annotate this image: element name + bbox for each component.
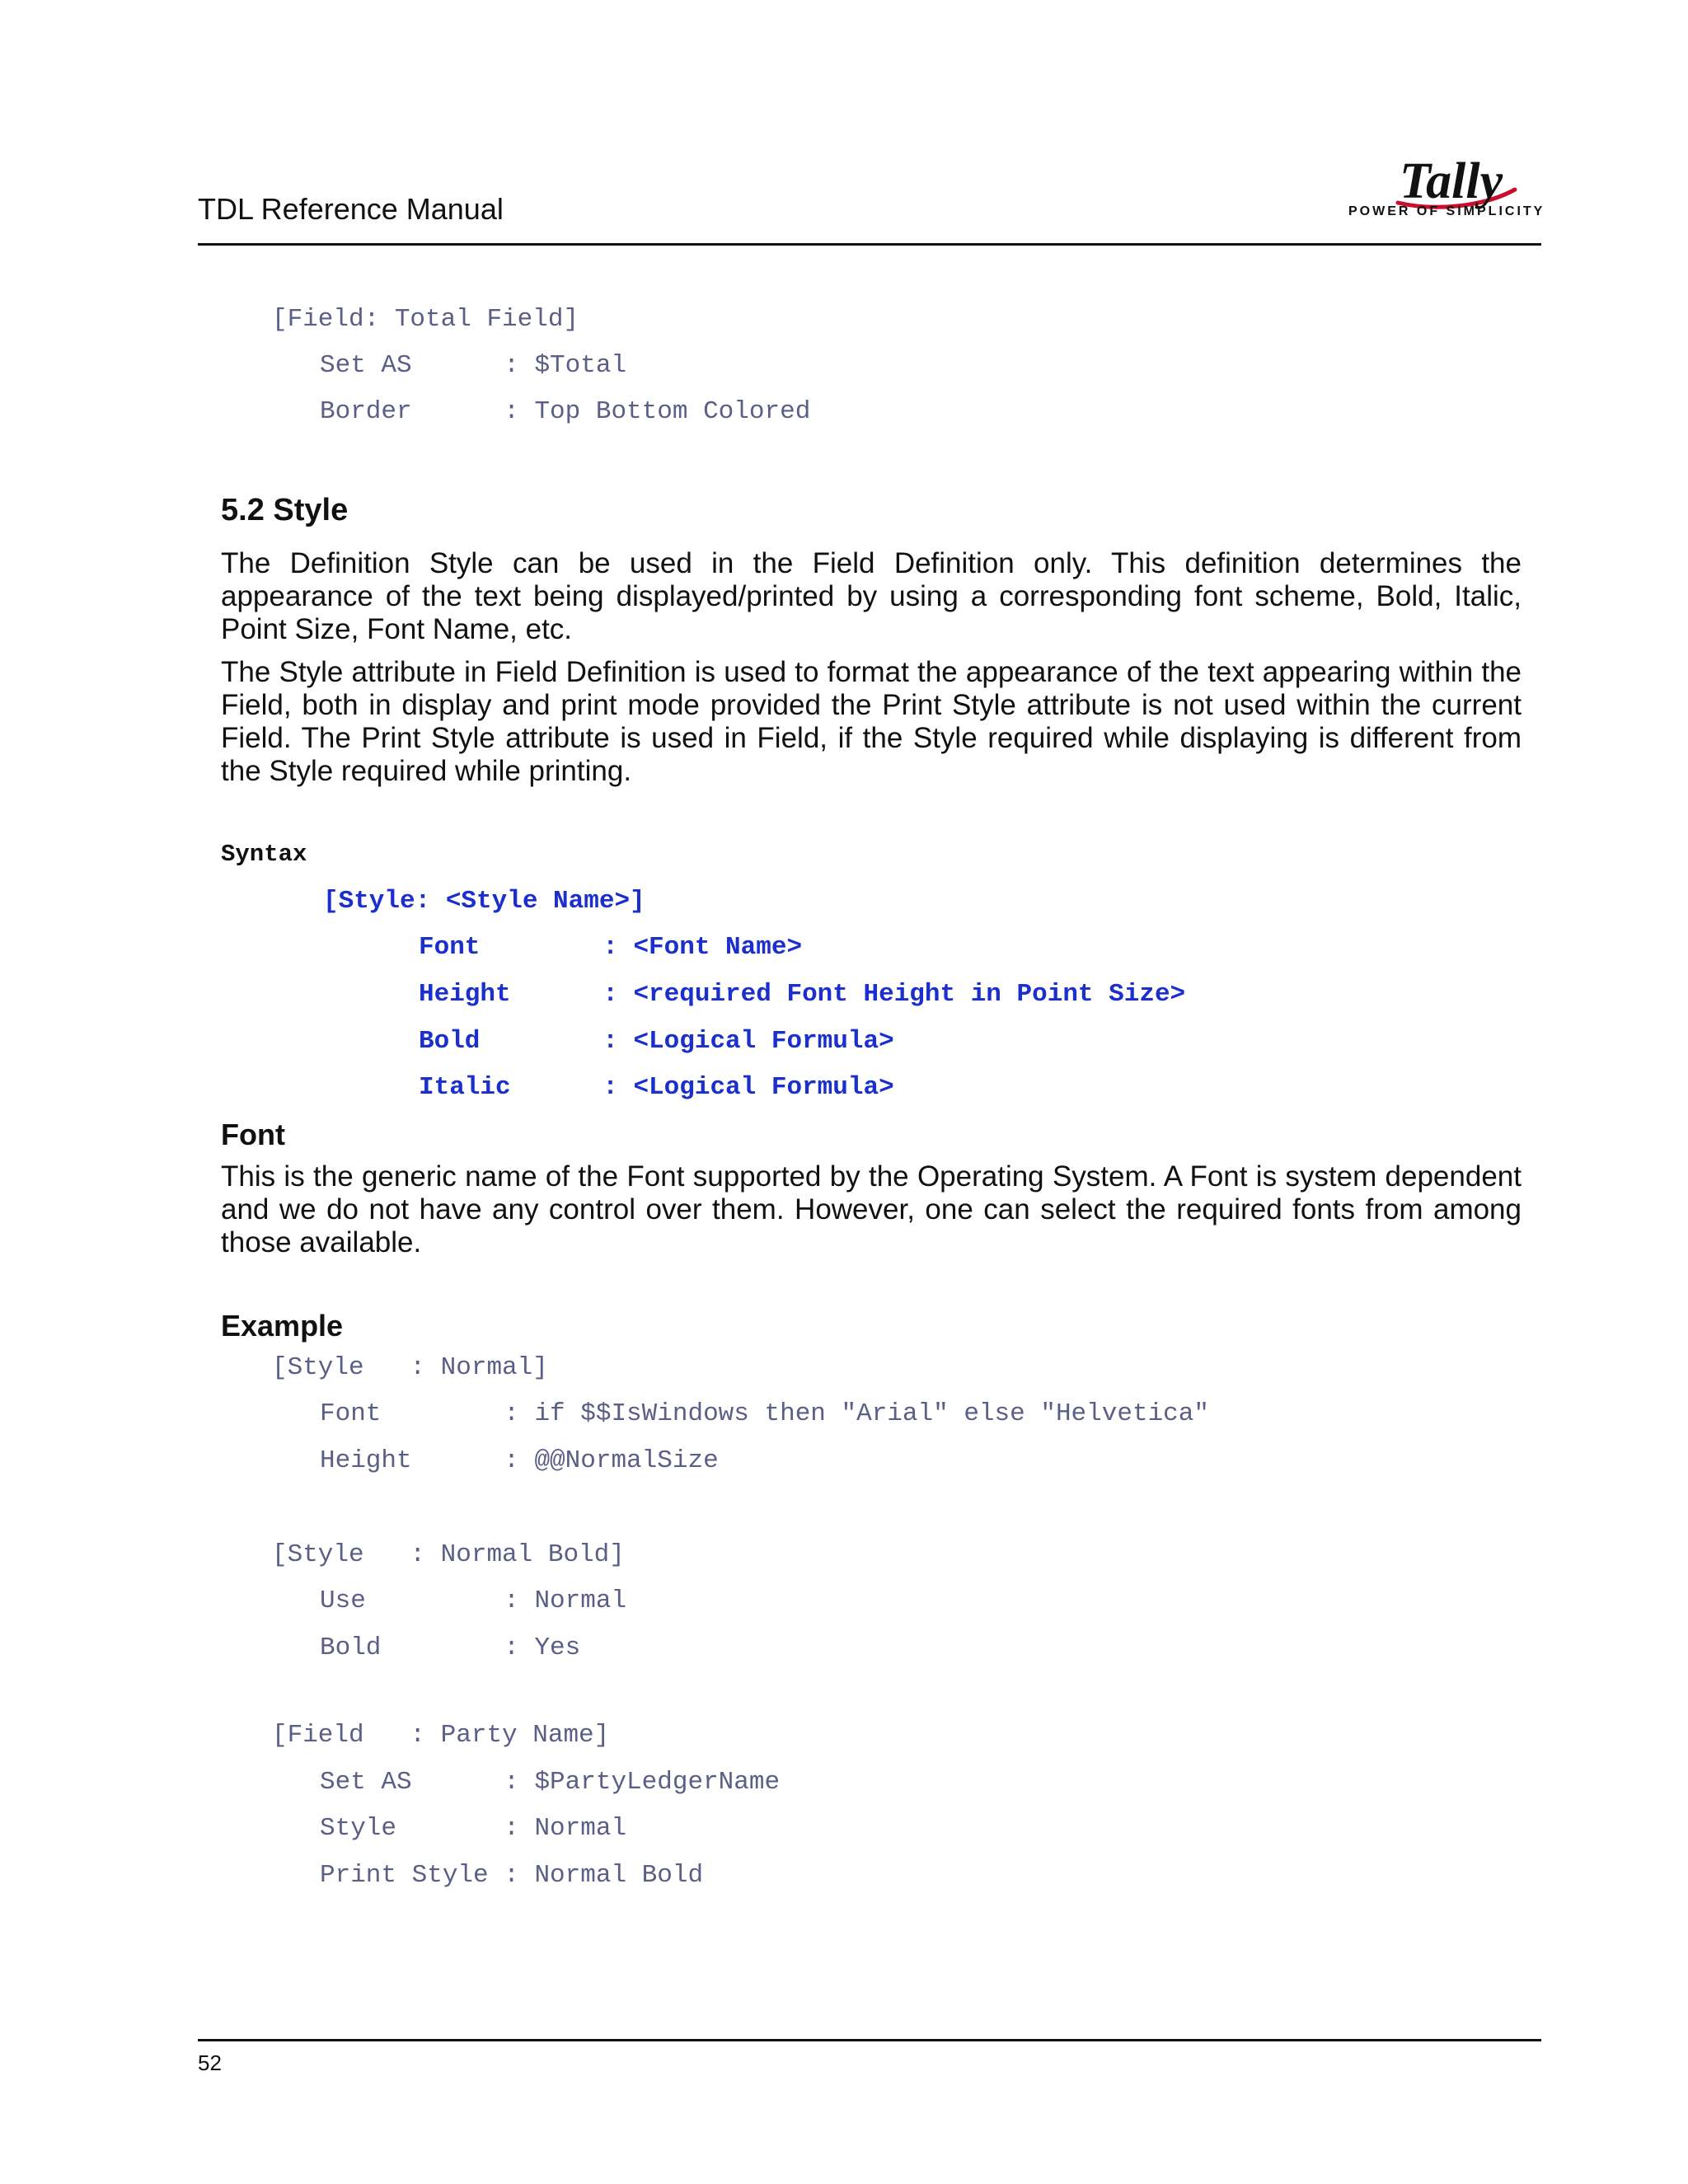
paragraph: The Style attribute in Field Definition is used to format the appearance of the text appearing within the Field, both in display and print mode provided the Print Style attribute is not used within the current Field. The Print Style attribute is used in Field, if the Style required while displaying is different from the Style required while printing. (221, 656, 1522, 787)
code-line: Font : if $$IsWindows then "Arial" else "Helvetica" (320, 1399, 1209, 1428)
header-title: TDL Reference Manual (198, 192, 504, 226)
code-line: [Field : Party Name] (272, 1721, 610, 1750)
syntax-line: [Style: <Style Name>] (323, 887, 645, 916)
syntax-line: Height : <required Font Height in Point Size> (419, 980, 1186, 1009)
tally-logo-mark (1358, 147, 1556, 239)
logo-wordmark: Tally (1399, 153, 1503, 209)
code-line: Border : Top Bottom Colored (320, 397, 811, 426)
paragraph: The Definition Style can be used in the Field Definition only. This definition determines the appearance of the text being displayed/printed by using a corresponding font scheme, Bold, Italic, Point Size, Font Name, etc. (221, 547, 1522, 645)
code-line: Height : @@NormalSize (320, 1446, 719, 1475)
header-rule (198, 243, 1541, 246)
paragraph: This is the generic name of the Font supported by the Operating System. A Font is system dependent and we do not have any control over them. However, one can select the required fonts from among those available. (221, 1160, 1522, 1258)
subsection-heading: Font (221, 1118, 285, 1151)
code-line: Set AS : $Total (320, 351, 627, 380)
logo-tagline: POWER OF SIMPLICITY (1348, 204, 1545, 218)
code-line: Use : Normal (320, 1586, 627, 1615)
syntax-line: Bold : <Logical Formula> (419, 1027, 894, 1056)
code-line: [Style : Normal Bold] (272, 1540, 625, 1569)
section-heading: 5.2 Style (221, 493, 349, 527)
page-number: 52 (198, 2050, 222, 2075)
example-heading: Example (221, 1309, 344, 1343)
footer-rule (198, 2039, 1541, 2041)
code-line: Style : Normal (320, 1814, 627, 1843)
code-line: Set AS : $PartyLedgerName (320, 1768, 781, 1797)
code-line: Bold : Yes (320, 1633, 581, 1662)
code-line: [Field: Total Field] (272, 305, 579, 334)
syntax-label: Syntax (221, 841, 307, 868)
code-line: Print Style : Normal Bold (320, 1861, 704, 1890)
syntax-line: Font : <Font Name> (419, 933, 803, 962)
syntax-line: Italic : <Logical Formula> (419, 1073, 894, 1102)
code-line: [Style : Normal] (272, 1353, 548, 1382)
